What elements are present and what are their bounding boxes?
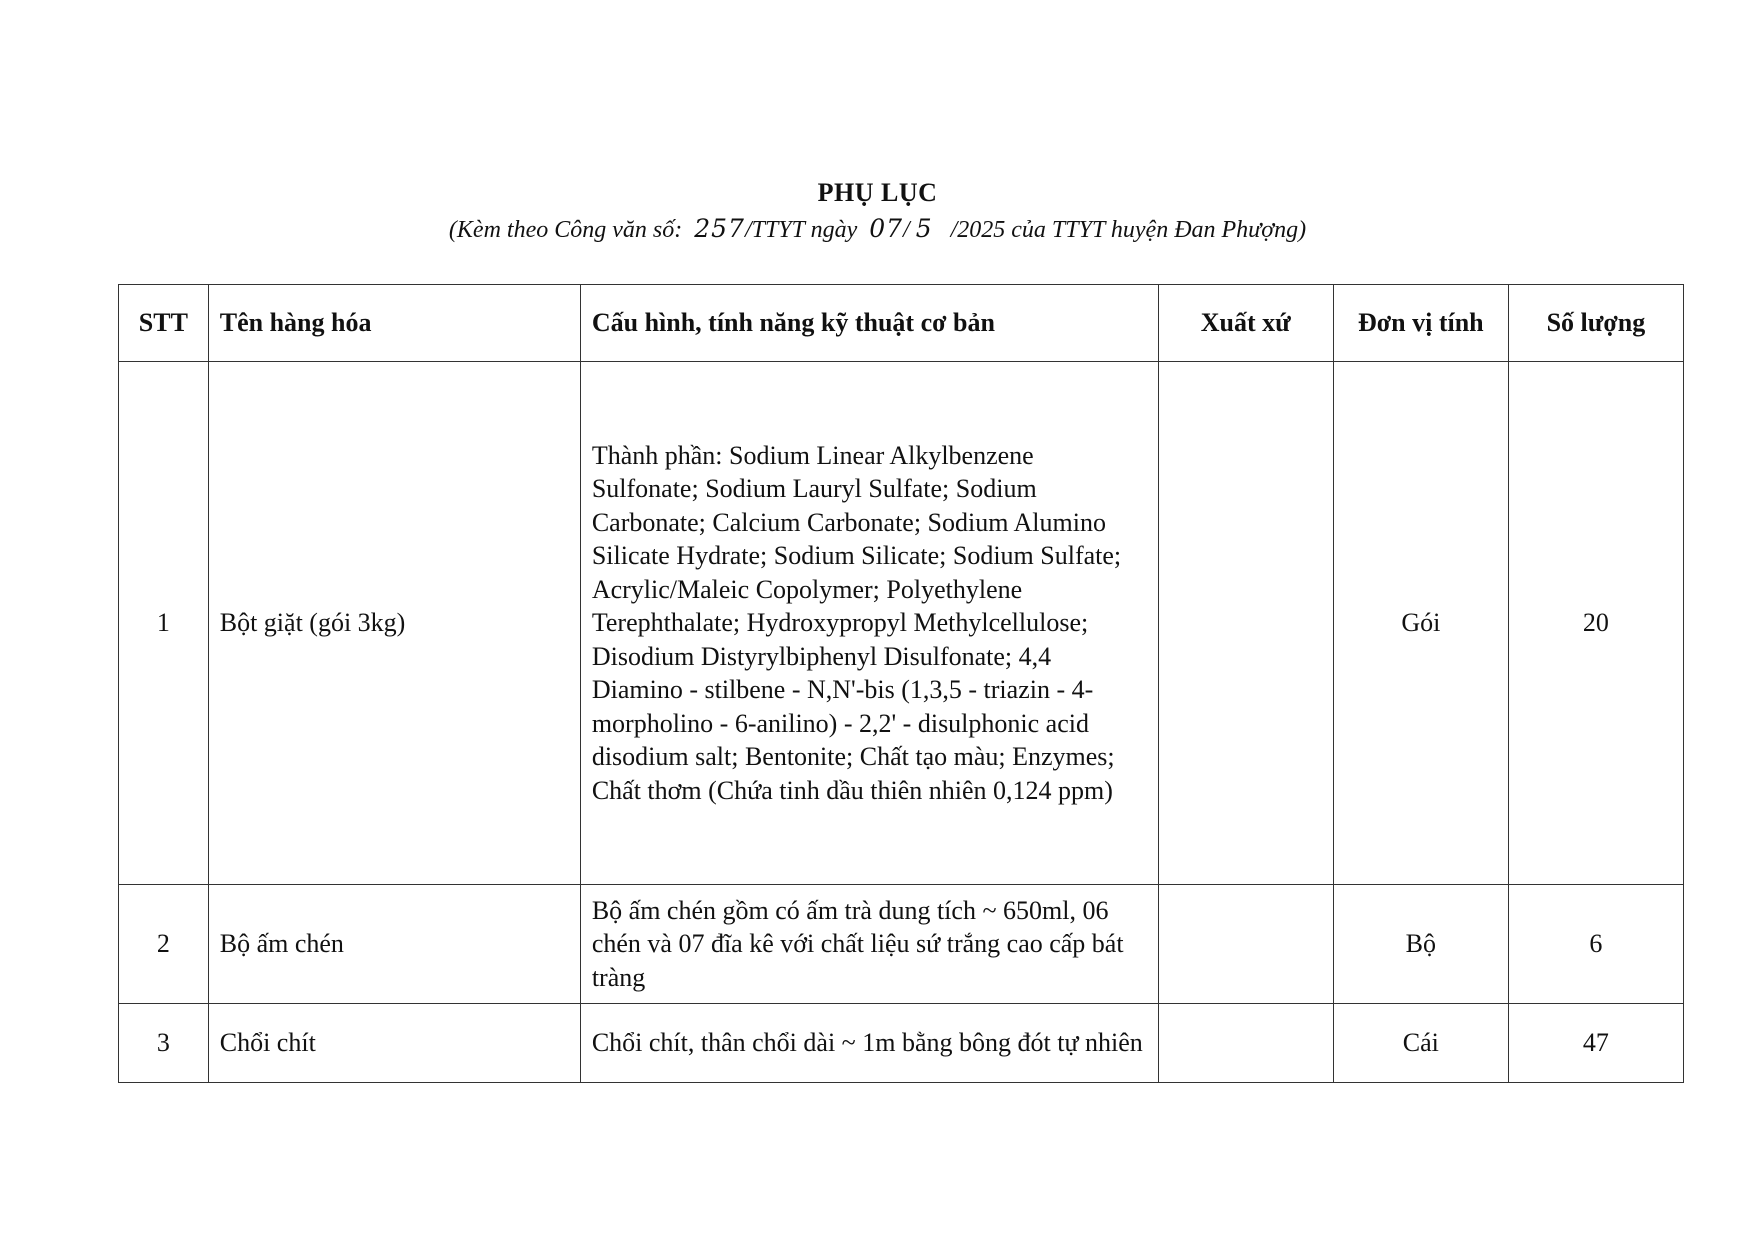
goods-table (118, 284, 1684, 1083)
subtitle-middle: /TTYT ngày (744, 217, 858, 243)
header-spec: Cấu hình, tính năng kỹ thuật cơ bản (580, 285, 1158, 362)
cell-qty: 6 (1508, 885, 1683, 1004)
cell-name: Bột giặt (gói 3kg) (208, 362, 580, 885)
cell-spec: Chổi chít, thân chổi dài ~ 1m bằng bông đót tự nhiên (580, 1004, 1158, 1083)
cell-spec: Thành phần: Sodium Linear Alkylbenzene Sulfonate; Sodium Lauryl Sulfate; Sodium Carbonate; Calcium Carbonate; Sodium Alumino Silicate Hydrate; Sodium Silicate; Sodium Sulfate; Acrylic/Maleic Copolymer; Polyethylene Terephthalate; Hydroxypropyl Methylcellulose; Disodium Distyrylbiphenyl Disulfonate; 4,4 Diamino - stilbene - N,N'-bis (1,3,5 - triazin - 4- morpholino - 6-anilino) - 2,2' - disulphonic acid disodium salt; Bentonite; Chất tạo màu; Enzymes; Chất thơm (Chứa tinh dầu thiên nhiên 0,124 ppm) (580, 362, 1158, 885)
subtitle-suffix: /2025 của TTYT huyện Đan Phượng) (950, 217, 1307, 243)
handwritten-day: 07 (869, 214, 904, 243)
cell-unit: Bộ (1333, 885, 1508, 1004)
cell-unit: Cái (1333, 1004, 1508, 1083)
document-title: PHỤ LỤC (817, 178, 938, 207)
cell-qty: 47 (1508, 1004, 1683, 1083)
cell-stt: 2 (119, 885, 209, 1004)
header-stt: STT (119, 285, 209, 362)
cell-origin (1158, 1004, 1333, 1083)
cell-stt: 1 (119, 362, 209, 885)
handwritten-doc-number: 257 (694, 214, 745, 243)
cell-spec: Bộ ấm chén gồm có ấm trà dung tích ~ 650ml, 06 chén và 07 đĩa kê với chất liệu sứ trắng cao cấp bát tràng (580, 885, 1158, 1004)
table-header-row (119, 285, 1684, 362)
table-row (119, 362, 1684, 885)
cell-stt: 3 (119, 1004, 209, 1083)
header-origin: Xuất xứ (1158, 285, 1333, 362)
cell-origin (1158, 362, 1333, 885)
table-row (119, 885, 1684, 1004)
cell-name: Bộ ấm chén (208, 885, 580, 1004)
cell-unit: Gói (1333, 362, 1508, 885)
cell-name: Chổi chít (208, 1004, 580, 1083)
header-qty: Số lượng (1508, 285, 1683, 362)
document-subtitle: (Kèm theo Công văn số: 257/TTYT ngày 07/ 5 /2025 của TTYT huyện Đan Phượng) (448, 214, 1307, 243)
subtitle-prefix: (Kèm theo Công văn số: (448, 217, 683, 243)
cell-qty: 20 (1508, 362, 1683, 885)
header-unit: Đơn vị tính (1333, 285, 1508, 362)
handwritten-month: 5 (915, 214, 933, 243)
table-row (119, 1004, 1684, 1083)
header-name: Tên hàng hóa (208, 285, 580, 362)
cell-origin (1158, 885, 1333, 1004)
